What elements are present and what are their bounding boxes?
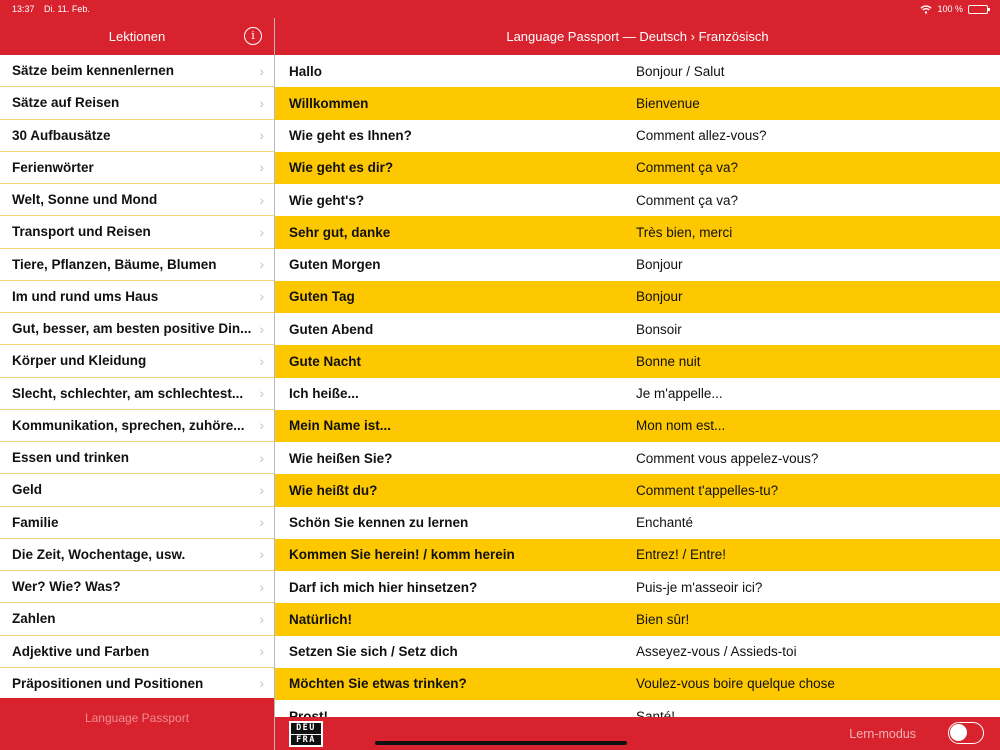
phrase-french: Très bien, merci <box>636 224 733 240</box>
chevron-right-icon: › <box>259 481 264 498</box>
phrase-panel <box>275 0 1000 750</box>
lesson-label: Die Zeit, Wochentage, usw. <box>12 546 186 562</box>
sidebar-lesson-item[interactable] <box>0 184 274 216</box>
phrase-row[interactable] <box>275 345 1000 377</box>
phrase-french: Bienvenue <box>636 95 700 111</box>
sidebar-lesson-item[interactable] <box>0 442 274 474</box>
logo-bottom-text: FRA <box>291 735 321 746</box>
phrase-row[interactable] <box>275 603 1000 635</box>
phrase-french: Bonsoir <box>636 321 682 337</box>
phrase-row[interactable] <box>275 378 1000 410</box>
chevron-right-icon: › <box>259 320 264 337</box>
sidebar-lesson-item[interactable] <box>0 345 274 377</box>
phrase-row[interactable] <box>275 281 1000 313</box>
phrase-row[interactable] <box>275 184 1000 216</box>
phrase-german: Willkommen <box>289 95 369 111</box>
phrase-row[interactable] <box>275 571 1000 603</box>
lesson-label: Kommunikation, sprechen, zuhöre... <box>12 417 245 433</box>
sidebar-footer: Language Passport <box>0 698 274 750</box>
phrase-row[interactable] <box>275 87 1000 119</box>
lesson-label: Tiere, Pflanzen, Bäume, Blumen <box>12 256 217 272</box>
chevron-right-icon: › <box>259 223 264 240</box>
sidebar-lesson-item[interactable] <box>0 603 274 635</box>
lesson-label: Körper und Kleidung <box>12 353 147 369</box>
lesson-label: 30 Aufbausätze <box>12 127 111 143</box>
split-divider <box>274 0 275 750</box>
status-date: Di. 11. Feb. <box>44 4 90 14</box>
phrase-german: Wie geht es Ihnen? <box>289 128 412 144</box>
phrase-german: Guten Abend <box>289 321 374 337</box>
sidebar <box>0 0 274 750</box>
sidebar-lesson-item[interactable] <box>0 249 274 281</box>
phrase-german: Mein Name ist... <box>289 418 392 434</box>
phrase-row[interactable] <box>275 442 1000 474</box>
lesson-label: Essen und trinken <box>12 450 130 466</box>
battery-icon <box>968 5 988 14</box>
phrase-row[interactable] <box>275 216 1000 248</box>
wifi-icon <box>920 5 932 14</box>
lesson-label: Zahlen <box>12 611 56 627</box>
phrase-french: Comment ça va? <box>636 160 739 176</box>
toggle-knob <box>950 724 967 741</box>
phrase-row[interactable] <box>275 152 1000 184</box>
phrase-row[interactable] <box>275 636 1000 668</box>
sidebar-lesson-item[interactable] <box>0 55 274 87</box>
chevron-right-icon: › <box>259 256 264 273</box>
sidebar-lesson-item[interactable] <box>0 281 274 313</box>
phrase-row[interactable] <box>275 249 1000 281</box>
lesson-label: Ferienwörter <box>12 159 94 175</box>
phrase-german: Sehr gut, danke <box>289 224 391 240</box>
phrase-german: Schön Sie kennen zu lernen <box>289 515 469 531</box>
chevron-right-icon: › <box>259 352 264 369</box>
sidebar-lesson-item[interactable] <box>0 668 274 700</box>
phrase-row[interactable] <box>275 668 1000 700</box>
phrase-row[interactable] <box>275 539 1000 571</box>
phrase-german: Wie heißt du? <box>289 482 378 498</box>
phrase-list <box>275 55 1000 732</box>
lesson-label: Im und rund ums Haus <box>12 288 159 304</box>
phrase-row[interactable] <box>275 313 1000 345</box>
lesson-label: Welt, Sonne und Mond <box>12 192 158 208</box>
lesson-label: Präpositionen und Positionen <box>12 675 204 691</box>
phrase-row[interactable] <box>275 410 1000 442</box>
home-indicator[interactable] <box>375 741 627 745</box>
phrase-german: Gute Nacht <box>289 353 362 369</box>
chevron-right-icon: › <box>259 449 264 466</box>
info-icon[interactable]: i <box>244 27 262 45</box>
phrase-row[interactable] <box>275 120 1000 152</box>
lesson-label: Gut, besser, am besten positive Din... <box>12 321 252 337</box>
sidebar-lesson-item[interactable] <box>0 313 274 345</box>
sidebar-lesson-item[interactable] <box>0 87 274 119</box>
phrase-french: Comment allez-vous? <box>636 128 767 144</box>
sidebar-title: Lektionen <box>108 29 166 44</box>
phrase-french: Voulez-vous boire quelque chose <box>636 676 835 692</box>
phrase-german: Wie geht es dir? <box>289 160 394 176</box>
phrase-french: Enchanté <box>636 515 694 531</box>
status-bar <box>0 0 1000 18</box>
status-indicators <box>920 4 988 14</box>
sidebar-lesson-item[interactable] <box>0 216 274 248</box>
lesson-label: Familie <box>12 514 59 530</box>
battery-percent: 100 % <box>937 4 963 14</box>
phrase-row[interactable] <box>275 474 1000 506</box>
chevron-right-icon: › <box>259 62 264 79</box>
sidebar-header <box>0 18 274 55</box>
chevron-right-icon: › <box>259 546 264 563</box>
sidebar-lesson-item[interactable] <box>0 571 274 603</box>
phrase-french: Bonjour <box>636 289 683 305</box>
lesson-label: Adjektive und Farben <box>12 643 150 659</box>
phrase-german: Natürlich! <box>289 611 353 627</box>
bottom-toolbar <box>275 717 1000 750</box>
lesson-label: Transport und Reisen <box>12 224 151 240</box>
phrase-german: Kommen Sie herein! / komm herein <box>289 547 515 563</box>
phrase-german: Setzen Sie sich / Setz dich <box>289 644 458 660</box>
deu-fra-logo <box>289 721 323 747</box>
sidebar-lesson-item[interactable] <box>0 539 274 571</box>
chevron-right-icon: › <box>259 578 264 595</box>
page-title: Language Passport — Deutsch › Französisch <box>275 18 1000 55</box>
lesson-label: Sätze auf Reisen <box>12 95 120 111</box>
phrase-french: Comment t'appelles-tu? <box>636 482 779 498</box>
sidebar-lesson-item[interactable] <box>0 474 274 506</box>
phrase-french: Bonjour / Salut <box>636 63 725 79</box>
phrase-row[interactable] <box>275 507 1000 539</box>
phrase-french: Puis-je m'asseoir ici? <box>636 579 763 595</box>
lesson-label: Slecht, schlechter, am schlechtest... <box>12 385 244 401</box>
phrase-german: Ich heiße... <box>289 386 359 402</box>
phrase-french: Entrez! / Entre! <box>636 547 727 563</box>
sidebar-lesson-item[interactable] <box>0 410 274 442</box>
chevron-right-icon: › <box>259 514 264 531</box>
chevron-right-icon: › <box>259 643 264 660</box>
phrase-german: Darf ich mich hier hinsetzen? <box>289 579 478 595</box>
phrase-french: Je m'appelle... <box>636 386 723 402</box>
phrase-german: Hallo <box>289 63 323 79</box>
phrase-german: Wie heißen Sie? <box>289 450 393 466</box>
sidebar-lesson-item[interactable] <box>0 636 274 668</box>
phrase-french: Comment vous appelez-vous? <box>636 450 819 466</box>
phrase-french: Asseyez-vous / Assieds-toi <box>636 644 797 660</box>
learn-mode-toggle[interactable] <box>948 722 984 744</box>
lesson-label: Wer? Wie? Was? <box>12 579 121 595</box>
sidebar-lesson-item[interactable] <box>0 152 274 184</box>
chevron-right-icon: › <box>259 385 264 402</box>
chevron-right-icon: › <box>259 288 264 305</box>
chevron-right-icon: › <box>259 127 264 144</box>
phrase-german: Guten Morgen <box>289 257 381 273</box>
phrase-german: Wie geht's? <box>289 192 365 208</box>
phrase-french: Mon nom est... <box>636 418 726 434</box>
sidebar-lesson-item[interactable] <box>0 378 274 410</box>
phrase-french: Bonne nuit <box>636 353 701 369</box>
lesson-list <box>0 55 274 700</box>
chevron-right-icon: › <box>259 417 264 434</box>
chevron-right-icon: › <box>259 675 264 692</box>
phrase-german: Guten Tag <box>289 289 355 305</box>
phrase-german: Möchten Sie etwas trinken? <box>289 676 467 692</box>
sidebar-lesson-item[interactable] <box>0 507 274 539</box>
lesson-label: Sätze beim kennenlernen <box>12 63 175 79</box>
learn-mode-label: Lern-modus <box>849 727 916 741</box>
sidebar-lesson-item[interactable] <box>0 120 274 152</box>
phrase-french: Bonjour <box>636 257 683 273</box>
phrase-french: Comment ça va? <box>636 192 739 208</box>
logo-top-text: DEU <box>291 723 321 734</box>
lesson-label: Geld <box>12 482 43 498</box>
chevron-right-icon: › <box>259 94 264 111</box>
phrase-french: Bien sûr! <box>636 611 690 627</box>
status-time: 13:37 <box>12 4 35 14</box>
phrase-row[interactable] <box>275 55 1000 87</box>
chevron-right-icon: › <box>259 191 264 208</box>
chevron-right-icon: › <box>259 610 264 627</box>
chevron-right-icon: › <box>259 159 264 176</box>
